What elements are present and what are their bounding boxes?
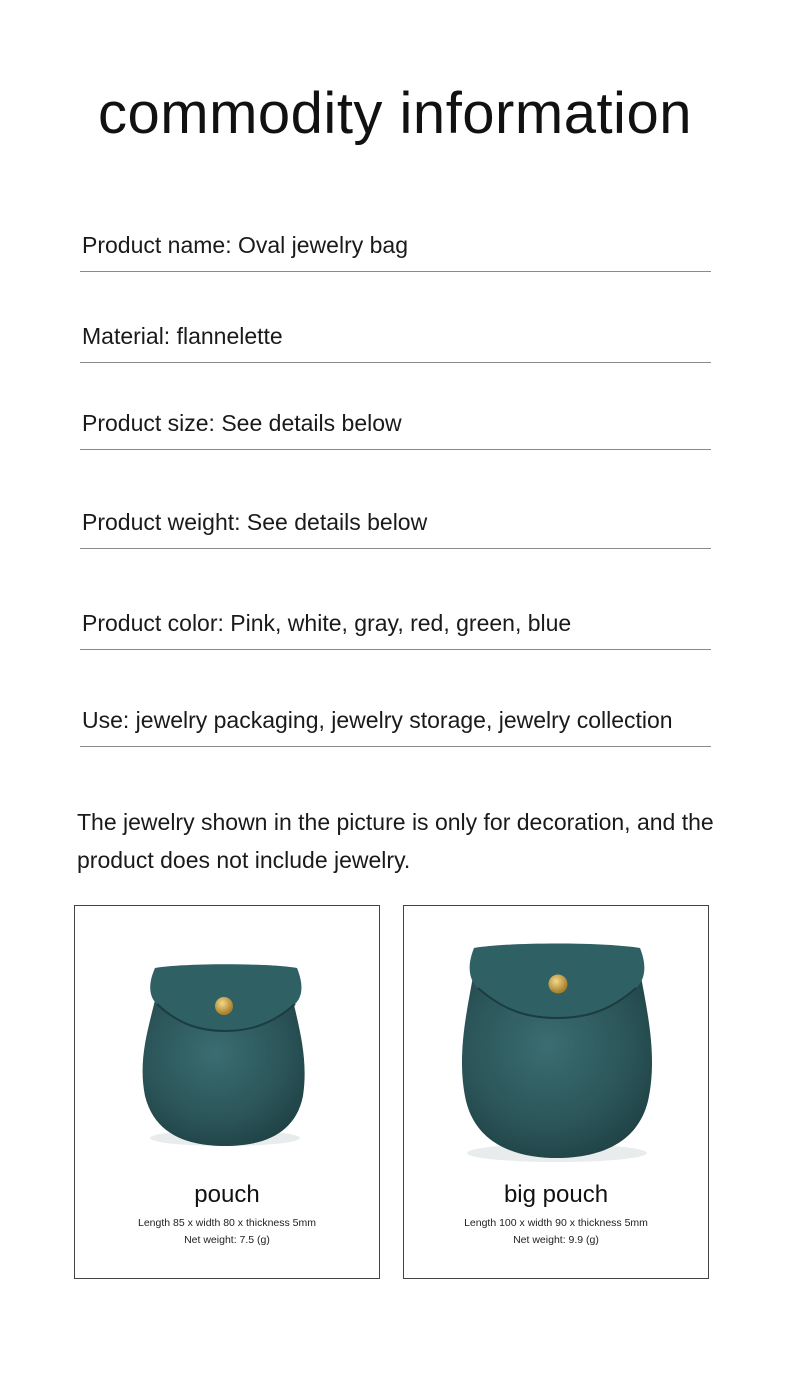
note-line-2: product does not include jewelry. [77, 847, 411, 873]
spec-text: Product color: Pink, white, gray, red, green, blue [82, 610, 572, 636]
spec-text: Product size: See details below [82, 410, 402, 436]
pouch-image [75, 906, 379, 1176]
spec-product-weight [80, 490, 711, 549]
big-pouch-image [404, 906, 708, 1176]
spec-text: Product weight: See details below [82, 509, 428, 535]
product-card-big-pouch [403, 905, 709, 1279]
spec-product-size [80, 395, 711, 450]
product-net-weight: Net weight: 7.5 (g) [184, 1234, 270, 1246]
spec-product-color [80, 592, 711, 650]
product-name: big pouch [503, 1181, 609, 1208]
product-name: pouch [194, 1181, 260, 1208]
product-net-weight: Net weight: 9.9 (g) [513, 1234, 599, 1246]
note-line-1: The jewelry shown in the picture is only for decoration, and the [77, 809, 714, 835]
product-dimensions: Length 100 x width 90 x thickness 5mm [464, 1217, 648, 1229]
spec-product-name [80, 215, 711, 272]
disclaimer-note [77, 803, 737, 879]
product-dimensions: Length 85 x width 80 x thickness 5mm [137, 1217, 316, 1229]
spec-material [80, 305, 711, 363]
spec-text: Product name: Oval jewelry bag [82, 232, 408, 258]
spec-use [80, 688, 711, 747]
spec-text: Material: flannelette [82, 323, 283, 349]
spec-text: Use: jewelry packaging, jewelry storage, jewelry collection [82, 707, 673, 733]
page-title: commodity information [98, 81, 692, 146]
product-card-pouch [74, 905, 380, 1279]
